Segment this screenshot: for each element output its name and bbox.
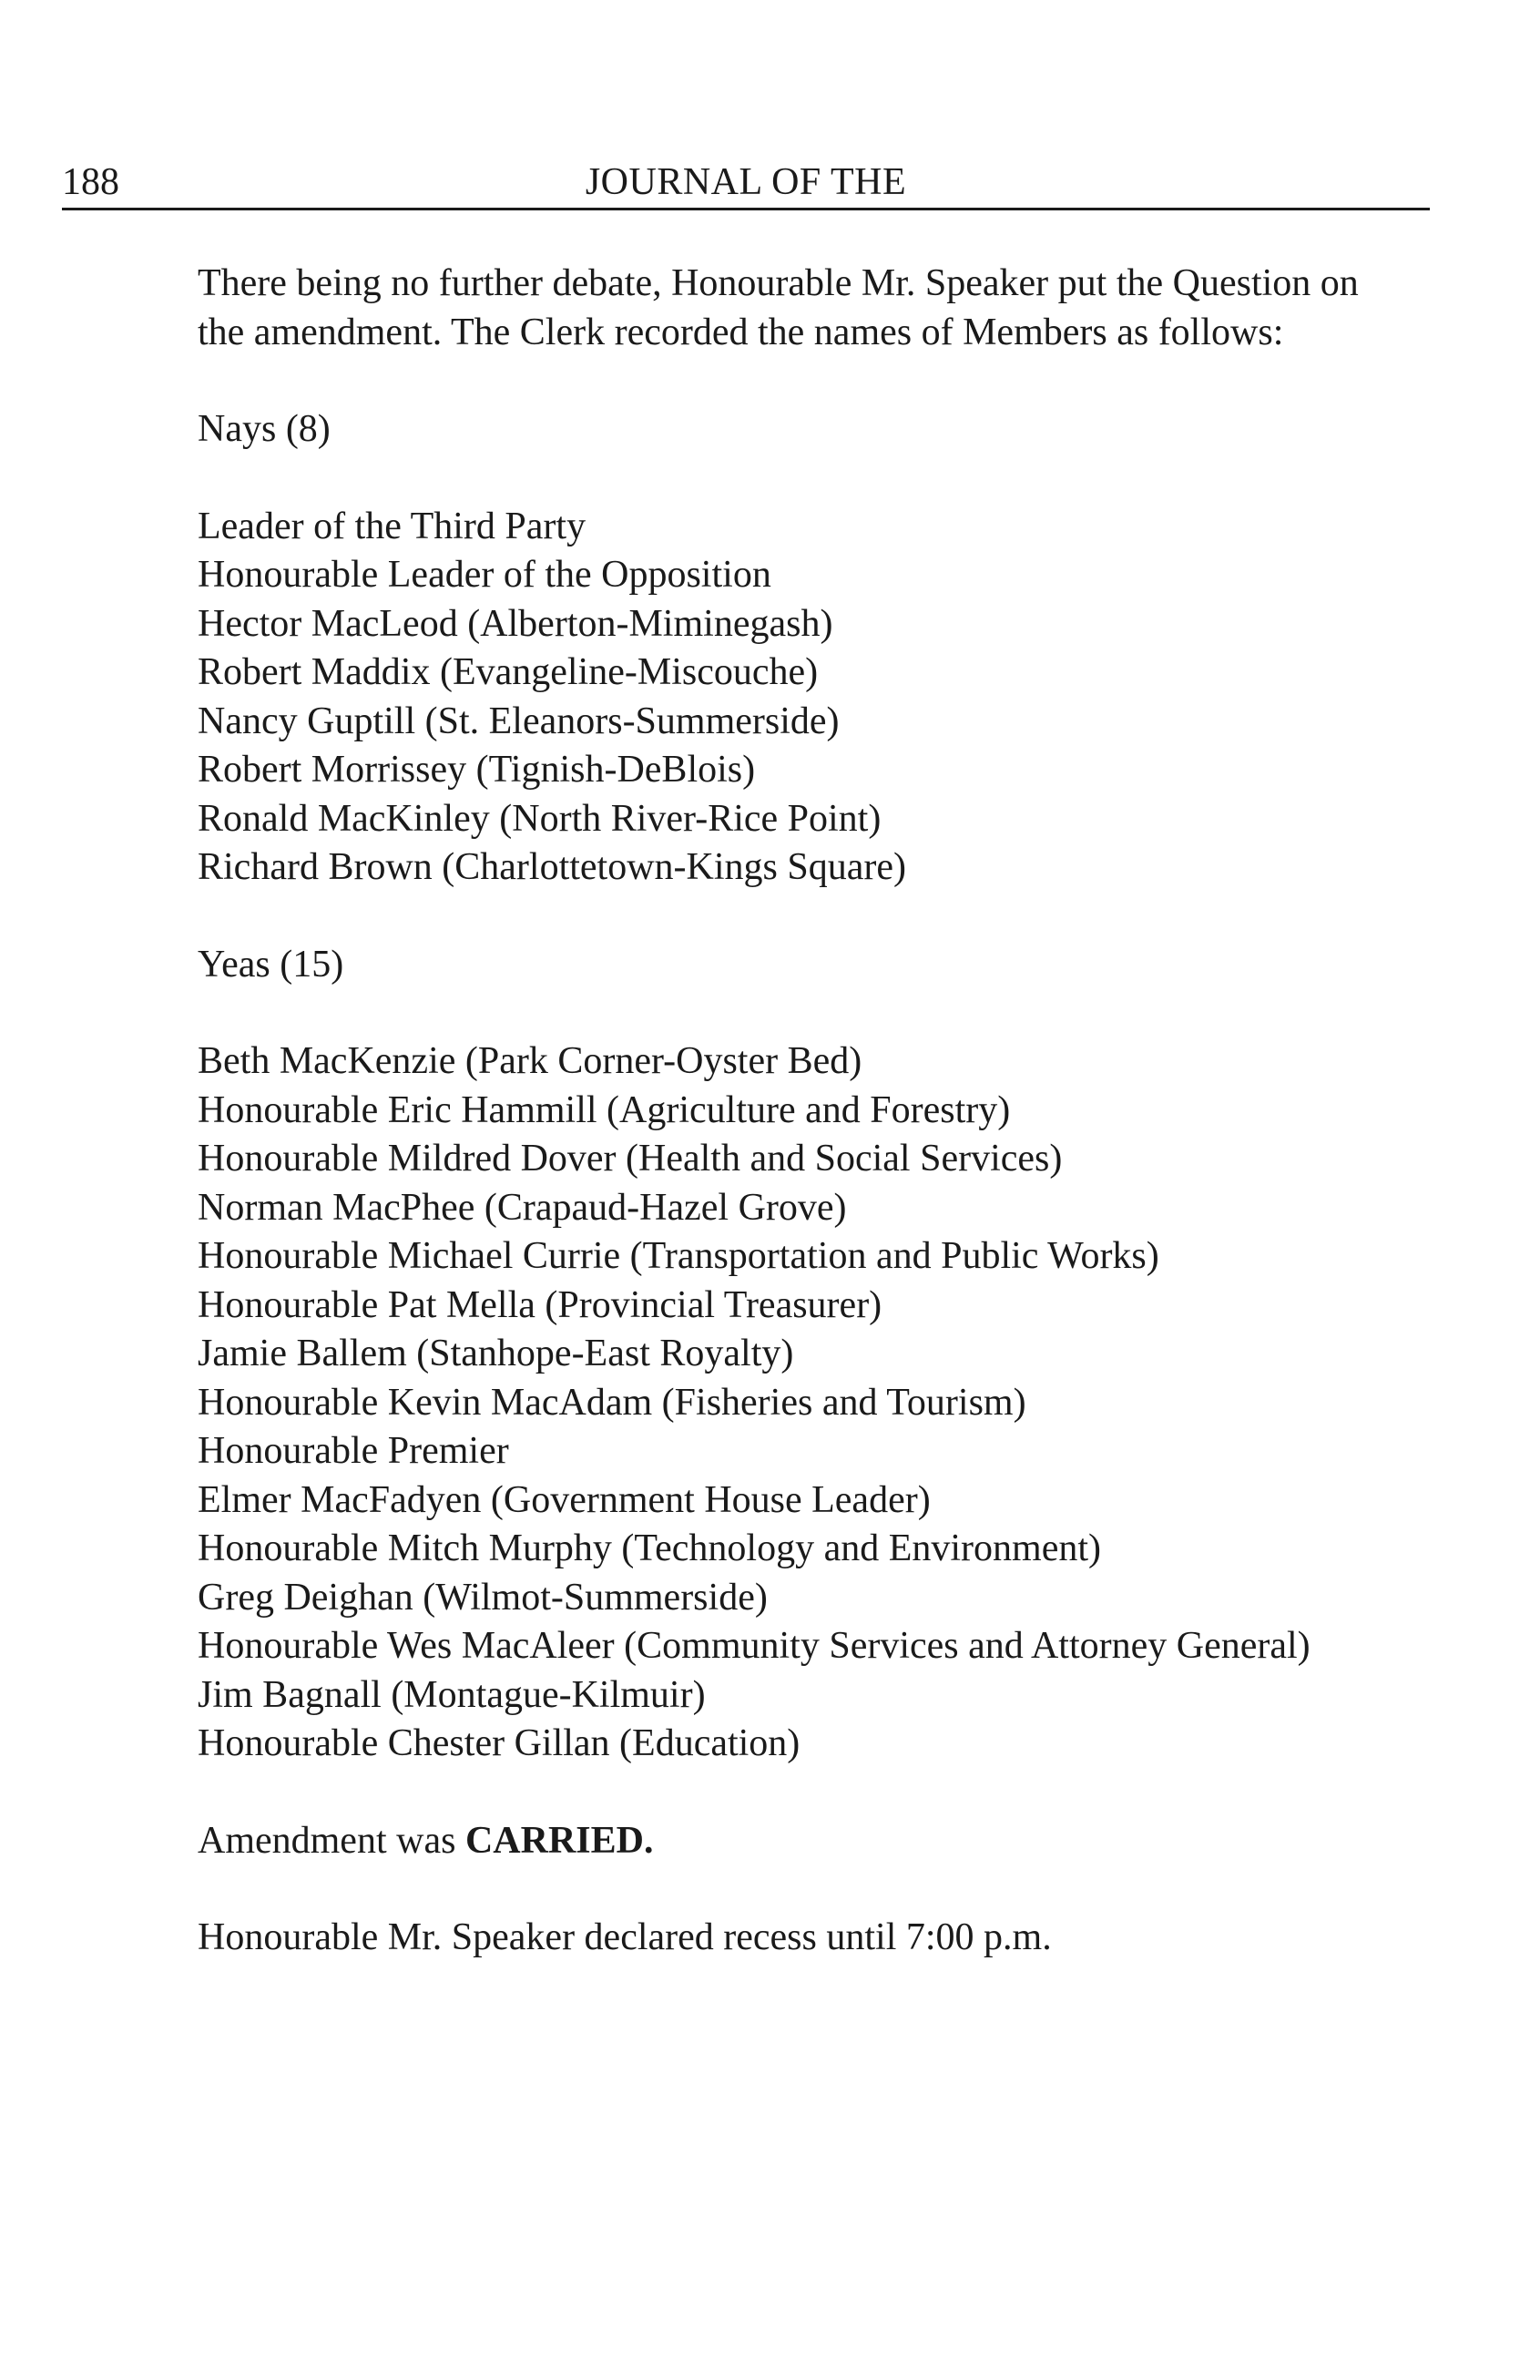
- nays-member: Richard Brown (Charlottetown-Kings Square): [198, 846, 907, 888]
- yeas-list: [198, 1037, 1436, 1769]
- yeas-member: Jamie Ballem (Stanhope-East Royalty): [198, 1333, 794, 1374]
- yeas-member: Elmer MacFadyen (Government House Leader): [198, 1478, 931, 1521]
- yeas-member: Honourable Michael Currie (Transportation and Public Works): [198, 1235, 1159, 1277]
- journal-body: [198, 260, 1436, 2011]
- header-rule: [62, 208, 1430, 210]
- yeas-member: Honourable Chester Gillan (Education): [198, 1722, 801, 1764]
- yeas-member: Norman MacPhee (Crapaud-Hazel Grove): [198, 1186, 847, 1229]
- yeas-heading: Yeas (15): [198, 943, 344, 986]
- yeas-member: Honourable Pat Mella (Provincial Treasurer): [198, 1283, 882, 1326]
- yeas-member: Honourable Premier: [198, 1430, 509, 1472]
- nays-member: Honourable Leader of the Opposition: [198, 554, 771, 596]
- nays-heading: Nays (8): [198, 408, 331, 450]
- nays-member: Robert Maddix (Evangeline-Miscouche): [198, 651, 819, 693]
- nays-member: Leader of the Third Party: [198, 505, 586, 547]
- yeas-member: Beth MacKenzie (Park Corner-Oyster Bed): [198, 1040, 862, 1082]
- nays-member: Hector MacLeod (Alberton-Miminegash): [198, 602, 833, 645]
- result-prefix: Amendment was: [198, 1819, 465, 1862]
- nays-member: Robert Morrissey (Tignish-DeBlois): [198, 749, 756, 791]
- yeas-member: Honourable Mildred Dover (Health and Social Services): [198, 1138, 1063, 1180]
- opening-line: There being no further debate, Honourable Mr. Speaker put the Question on: [198, 262, 1359, 304]
- result-outcome: CARRIED.: [464, 1819, 654, 1862]
- nays-member: Nancy Guptill (St. Eleanors-Summerside): [198, 700, 840, 742]
- yeas-member: Honourable Kevin MacAdam (Fisheries and Tourism): [198, 1381, 1026, 1424]
- running-header: [62, 157, 1430, 208]
- journal-title: JOURNAL OF THE: [585, 161, 907, 203]
- opening-paragraph: [198, 260, 1436, 357]
- nays-list: [198, 503, 1436, 893]
- opening-line: the amendment. The Clerk recorded the names of Members as follows:: [198, 311, 1284, 353]
- yeas-member: Greg Deighan (Wilmot-Summerside): [198, 1576, 768, 1619]
- yeas-member: Honourable Mitch Murphy (Technology and Environment): [198, 1527, 1102, 1569]
- yeas-member: Honourable Eric Hammill (Agriculture and Forestry): [198, 1088, 1011, 1131]
- yeas-member: Honourable Wes MacAleer (Community Services and Attorney General): [198, 1625, 1311, 1667]
- recess-statement: Honourable Mr. Speaker declared recess until 7:00 p.m.: [198, 1916, 1052, 1958]
- nays-member: Ronald MacKinley (North River-Rice Point): [198, 797, 882, 840]
- yeas-member: Jim Bagnall (Montague-Kilmuir): [198, 1673, 706, 1716]
- page-number: 188: [62, 161, 119, 203]
- amendment-result: [198, 1817, 1436, 1866]
